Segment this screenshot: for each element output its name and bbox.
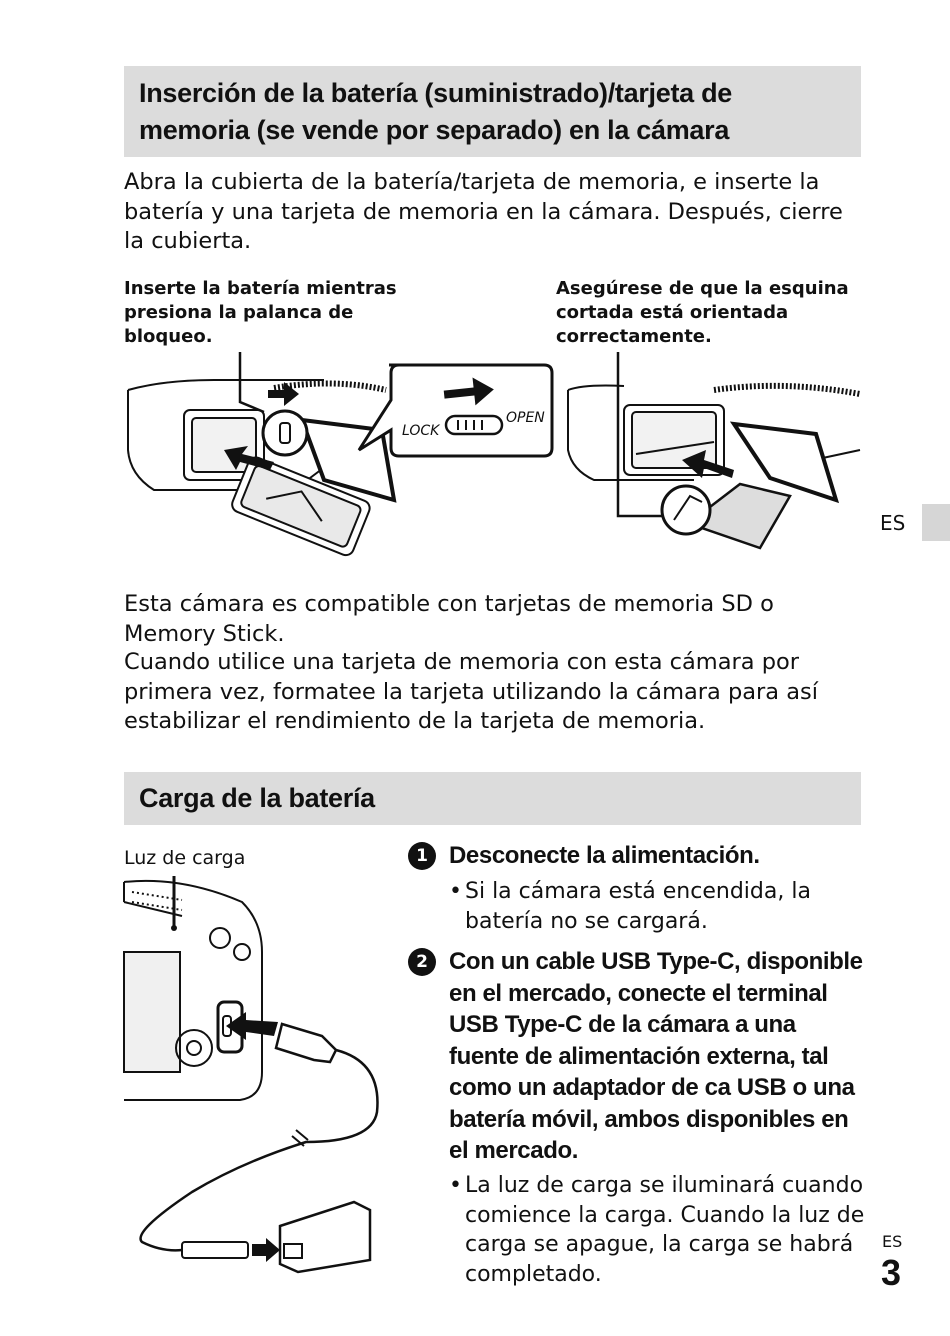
callout-cut-corner: Asegúrese de que la esquina cortada está orientada correctamente. [556,278,849,347]
step-2-number: 2 [408,948,436,976]
side-tab-marker [922,504,950,541]
step-1-bullet-text: Si la cámara está encendida, la batería no se cargará. [465,879,811,934]
step-2-bullet: • La luz de carga se iluminará cuando comience la carga. Cuando la luz de carga se apague, la carga se habrá completado. [449,1171,865,1289]
footer-language-label: ES [882,1232,903,1251]
callout-lock-lever: Inserte la batería mientras presiona la palanca de bloqueo. [124,278,397,347]
battery-insertion-illustration [124,350,564,550]
step-2-bullet-text: La luz de carga se iluminará cuando comience la carga. Cuando la luz de carga se apague, la carga se habrá completado. [465,1173,865,1287]
section-title-battery-charging: Carga de la batería [139,783,375,813]
memory-card-illustration [564,350,864,560]
lock-label: LOCK [402,423,440,439]
section-heading-band [124,772,861,825]
section-heading-band [124,66,861,157]
compatibility-paragraph: Esta cámara es compatible con tarjetas de memoria SD o Memory Stick. [124,591,774,647]
side-language-label: ES [880,511,906,535]
charge-light-label: Luz de carga [124,847,246,869]
intro-paragraph: Abra la cubierta de la batería/tarjeta de memoria, e inserte la batería y una tarjeta de memoria en la cámara. Después, cierre la cubierta. [124,169,843,254]
open-label: OPEN [506,410,545,426]
section-title-battery-insertion: Inserción de la batería (suministrado)/tarjeta de memoria (se vende por separado) en la cámara [139,78,732,145]
page-number: 3 [881,1252,902,1293]
step-2-title: Con un cable USB Type-C, disponible en el mercado, conecte el terminal USB Type-C de la cámara a una fuente de alimentación externa, tal como un adaptador de ca USB o una batería móvil, ambos disponibles en el mercado. [449,948,863,1164]
format-paragraph: Cuando utilice una tarjeta de memoria con esta cámara por primera vez, formatee la tarjeta utilizando la cámara para así estabilizar el rendimiento de la tarjeta de memoria. [124,649,818,734]
charging-illustration [122,872,392,1272]
step-1-title: Desconecte la alimentación. [449,842,760,869]
step-1-bullet: • Si la cámara está encendida, la batería no se cargará. [449,877,829,936]
step-1-number: 1 [408,842,436,870]
